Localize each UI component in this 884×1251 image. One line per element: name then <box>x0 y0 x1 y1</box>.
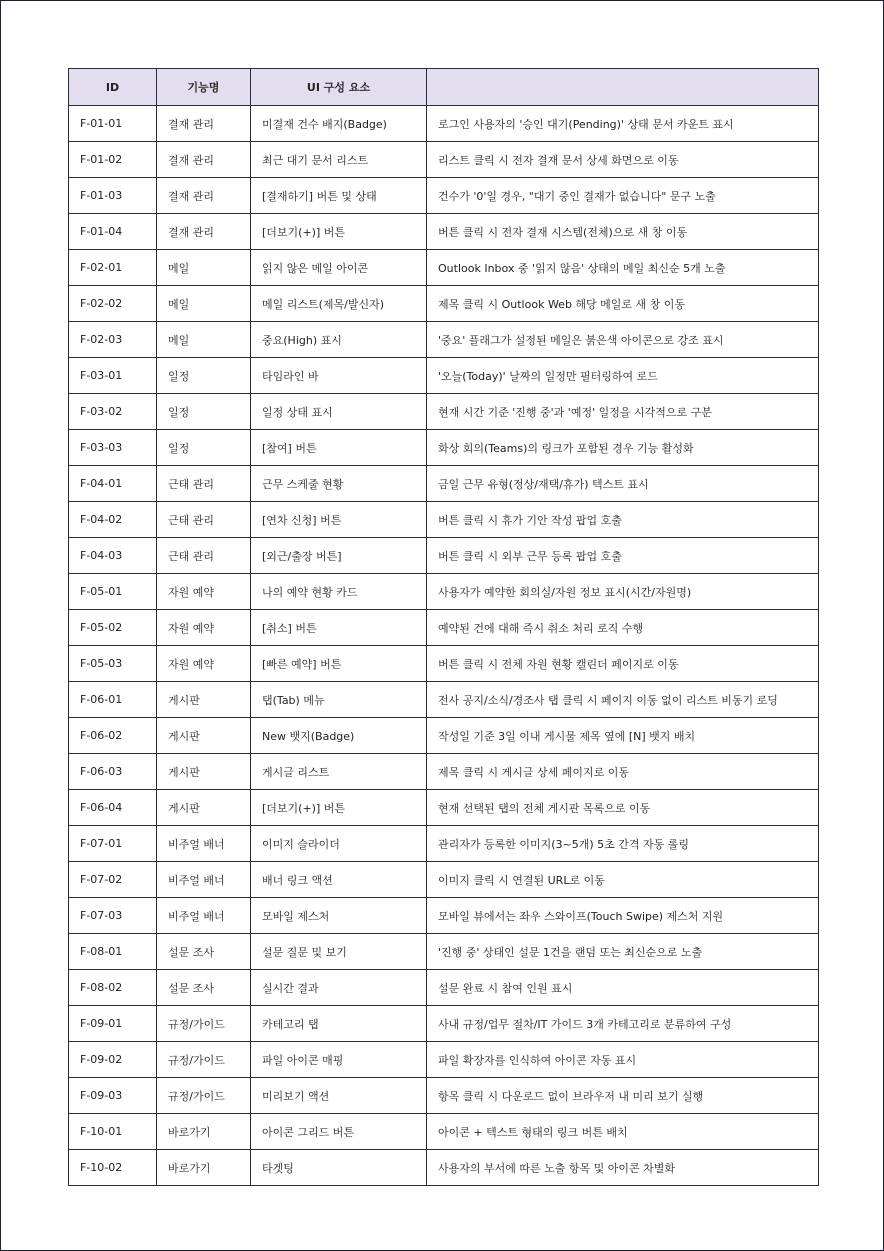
cell-description: 버튼 클릭 시 휴가 기안 작성 팝업 호출 <box>427 502 819 538</box>
cell-feature-name: 자원 예약 <box>157 646 251 682</box>
cell-id: F-06-01 <box>69 682 157 718</box>
table-header-row <box>69 69 819 106</box>
cell-id: F-04-01 <box>69 466 157 502</box>
cell-feature-name: 자원 예약 <box>157 574 251 610</box>
cell-description: '오늘(Today)' 날짜의 일정만 필터링하여 로드 <box>427 358 819 394</box>
cell-id: F-06-03 <box>69 754 157 790</box>
cell-feature-name: 규정/가이드 <box>157 1078 251 1114</box>
cell-description: 파일 확장자를 인식하여 아이콘 자동 표시 <box>427 1042 819 1078</box>
cell-description: 아이콘 + 텍스트 형태의 링크 버튼 배치 <box>427 1114 819 1150</box>
cell-ui-component: 탭(Tab) 메뉴 <box>251 682 427 718</box>
cell-id: F-08-02 <box>69 970 157 1006</box>
cell-description: 사용자가 예약한 회의실/자원 정보 표시(시간/자원명) <box>427 574 819 610</box>
cell-feature-name: 일정 <box>157 358 251 394</box>
cell-ui-component: 중요(High) 표시 <box>251 322 427 358</box>
cell-ui-component: [더보기(+)] 버튼 <box>251 214 427 250</box>
cell-id: F-01-04 <box>69 214 157 250</box>
cell-id: F-05-01 <box>69 574 157 610</box>
cell-id: F-01-03 <box>69 178 157 214</box>
cell-ui-component: 미결재 건수 배지(Badge) <box>251 106 427 142</box>
cell-id: F-01-01 <box>69 106 157 142</box>
cell-description: '진행 중' 상태인 설문 1건을 랜덤 또는 최신순으로 노출 <box>427 934 819 970</box>
cell-description: 현재 선택된 탭의 전체 게시판 목록으로 이동 <box>427 790 819 826</box>
table-row <box>69 394 819 430</box>
cell-feature-name: 설문 조사 <box>157 934 251 970</box>
cell-feature-name: 비주얼 배너 <box>157 862 251 898</box>
cell-ui-component: 최근 대기 문서 리스트 <box>251 142 427 178</box>
cell-description: 전사 공지/소식/경조사 탭 클릭 시 페이지 이동 없이 리스트 비동기 로딩 <box>427 682 819 718</box>
cell-description: 제목 클릭 시 Outlook Web 해당 메일로 새 창 이동 <box>427 286 819 322</box>
cell-description: 버튼 클릭 시 전체 자원 현황 캘린더 페이지로 이동 <box>427 646 819 682</box>
table-row <box>69 358 819 394</box>
cell-ui-component: 나의 예약 현황 카드 <box>251 574 427 610</box>
cell-description: 리스트 클릭 시 전자 결재 문서 상세 화면으로 이동 <box>427 142 819 178</box>
cell-id: F-06-04 <box>69 790 157 826</box>
cell-id: F-10-01 <box>69 1114 157 1150</box>
table-body <box>69 106 819 1186</box>
cell-id: F-03-01 <box>69 358 157 394</box>
cell-id: F-08-01 <box>69 934 157 970</box>
table-row <box>69 682 819 718</box>
table-row <box>69 1042 819 1078</box>
cell-ui-component: 카테고리 탭 <box>251 1006 427 1042</box>
cell-description: 설문 완료 시 참여 인원 표시 <box>427 970 819 1006</box>
cell-ui-component: [더보기(+)] 버튼 <box>251 790 427 826</box>
cell-ui-component: 미리보기 액션 <box>251 1078 427 1114</box>
table-row <box>69 646 819 682</box>
cell-feature-name: 메일 <box>157 286 251 322</box>
header-description <box>427 69 819 106</box>
cell-ui-component: 파일 아이콘 매핑 <box>251 1042 427 1078</box>
table-row <box>69 754 819 790</box>
cell-description: 모바일 뷰에서는 좌우 스와이프(Touch Swipe) 제스처 지원 <box>427 898 819 934</box>
cell-ui-component: [빠른 예약] 버튼 <box>251 646 427 682</box>
cell-feature-name: 자원 예약 <box>157 610 251 646</box>
cell-description: 금일 근무 유형(정상/재택/휴가) 텍스트 표시 <box>427 466 819 502</box>
cell-feature-name: 바로가기 <box>157 1150 251 1186</box>
cell-description: 버튼 클릭 시 외부 근무 등록 팝업 호출 <box>427 538 819 574</box>
cell-feature-name: 메일 <box>157 322 251 358</box>
table-row <box>69 214 819 250</box>
cell-description: 작성일 기준 3일 이내 게시물 제목 옆에 [N] 뱃지 배치 <box>427 718 819 754</box>
cell-id: F-03-03 <box>69 430 157 466</box>
header-id: ID <box>69 69 157 106</box>
cell-id: F-04-03 <box>69 538 157 574</box>
cell-feature-name: 근태 관리 <box>157 502 251 538</box>
cell-feature-name: 근태 관리 <box>157 466 251 502</box>
cell-ui-component: 타겟팅 <box>251 1150 427 1186</box>
cell-feature-name: 결재 관리 <box>157 106 251 142</box>
cell-feature-name: 일정 <box>157 430 251 466</box>
table-row <box>69 790 819 826</box>
table-row <box>69 142 819 178</box>
cell-description: 화상 회의(Teams)의 링크가 포함된 경우 기능 활성화 <box>427 430 819 466</box>
cell-description: 항목 클릭 시 다운로드 없이 브라우저 내 미리 보기 실행 <box>427 1078 819 1114</box>
table-row <box>69 178 819 214</box>
cell-id: F-05-02 <box>69 610 157 646</box>
table-row <box>69 610 819 646</box>
cell-ui-component: [취소] 버튼 <box>251 610 427 646</box>
table-row <box>69 970 819 1006</box>
table-row <box>69 250 819 286</box>
cell-id: F-02-03 <box>69 322 157 358</box>
cell-feature-name: 게시판 <box>157 790 251 826</box>
table-row <box>69 430 819 466</box>
cell-ui-component: [참여] 버튼 <box>251 430 427 466</box>
feature-spec-table <box>68 68 819 1186</box>
table-row <box>69 502 819 538</box>
cell-description: 관리자가 등록한 이미지(3~5개) 5초 간격 자동 롤링 <box>427 826 819 862</box>
cell-description: Outlook Inbox 중 '읽지 않음' 상태의 메일 최신순 5개 노출 <box>427 250 819 286</box>
cell-feature-name: 규정/가이드 <box>157 1042 251 1078</box>
cell-id: F-02-01 <box>69 250 157 286</box>
cell-feature-name: 게시판 <box>157 718 251 754</box>
cell-id: F-10-02 <box>69 1150 157 1186</box>
table-row <box>69 1114 819 1150</box>
cell-description: 이미지 클릭 시 연결된 URL로 이동 <box>427 862 819 898</box>
cell-description: 버튼 클릭 시 전자 결재 시스템(전체)으로 새 창 이동 <box>427 214 819 250</box>
cell-ui-component: 근무 스케줄 현황 <box>251 466 427 502</box>
cell-ui-component: New 뱃지(Badge) <box>251 718 427 754</box>
table-row <box>69 538 819 574</box>
table-row <box>69 322 819 358</box>
cell-feature-name: 바로가기 <box>157 1114 251 1150</box>
cell-ui-component: 설문 질문 및 보기 <box>251 934 427 970</box>
cell-description: 건수가 '0'일 경우, "대기 중인 결재가 없습니다" 문구 노출 <box>427 178 819 214</box>
cell-id: F-06-02 <box>69 718 157 754</box>
cell-ui-component: [결재하기] 버튼 및 상태 <box>251 178 427 214</box>
cell-description: 사용자의 부서에 따른 노출 항목 및 아이콘 차별화 <box>427 1150 819 1186</box>
cell-description: 로그인 사용자의 '승인 대기(Pending)' 상태 문서 카운트 표시 <box>427 106 819 142</box>
table-row <box>69 826 819 862</box>
cell-ui-component: 타임라인 바 <box>251 358 427 394</box>
cell-description: '중요' 플래그가 설정된 메일은 붉은색 아이콘으로 강조 표시 <box>427 322 819 358</box>
cell-id: F-03-02 <box>69 394 157 430</box>
cell-ui-component: [외근/출장 버튼] <box>251 538 427 574</box>
cell-feature-name: 설문 조사 <box>157 970 251 1006</box>
cell-id: F-09-01 <box>69 1006 157 1042</box>
cell-id: F-07-01 <box>69 826 157 862</box>
cell-feature-name: 일정 <box>157 394 251 430</box>
table-row <box>69 1006 819 1042</box>
header-feature-name: 기능명 <box>157 69 251 106</box>
cell-feature-name: 결재 관리 <box>157 214 251 250</box>
cell-ui-component: 일정 상태 표시 <box>251 394 427 430</box>
cell-description: 제목 클릭 시 게시글 상세 페이지로 이동 <box>427 754 819 790</box>
cell-id: F-05-03 <box>69 646 157 682</box>
cell-id: F-02-02 <box>69 286 157 322</box>
cell-description: 현재 시간 기준 '진행 중'과 '예정' 일정을 시각적으로 구분 <box>427 394 819 430</box>
table-row <box>69 718 819 754</box>
cell-ui-component: 배너 링크 액션 <box>251 862 427 898</box>
header-ui-component: UI 구성 요소 <box>251 69 427 106</box>
cell-description: 예약된 건에 대해 즉시 취소 처리 로직 수행 <box>427 610 819 646</box>
cell-ui-component: 이미지 슬라이더 <box>251 826 427 862</box>
cell-ui-component: 모바일 제스처 <box>251 898 427 934</box>
cell-ui-component: 게시글 리스트 <box>251 754 427 790</box>
cell-feature-name: 메일 <box>157 250 251 286</box>
table-row <box>69 1078 819 1114</box>
cell-id: F-09-02 <box>69 1042 157 1078</box>
cell-feature-name: 게시판 <box>157 754 251 790</box>
cell-feature-name: 비주얼 배너 <box>157 898 251 934</box>
cell-feature-name: 비주얼 배너 <box>157 826 251 862</box>
table-row <box>69 286 819 322</box>
cell-feature-name: 게시판 <box>157 682 251 718</box>
cell-feature-name: 규정/가이드 <box>157 1006 251 1042</box>
cell-id: F-04-02 <box>69 502 157 538</box>
table-row <box>69 898 819 934</box>
cell-ui-component: 메일 리스트(제목/발신자) <box>251 286 427 322</box>
table-row <box>69 862 819 898</box>
table-row <box>69 934 819 970</box>
table-row <box>69 574 819 610</box>
cell-id: F-07-03 <box>69 898 157 934</box>
cell-id: F-01-02 <box>69 142 157 178</box>
cell-feature-name: 결재 관리 <box>157 178 251 214</box>
cell-ui-component: [연차 신청] 버튼 <box>251 502 427 538</box>
table-row <box>69 106 819 142</box>
cell-id: F-07-02 <box>69 862 157 898</box>
table-row <box>69 1150 819 1186</box>
cell-id: F-09-03 <box>69 1078 157 1114</box>
cell-ui-component: 아이콘 그리드 버튼 <box>251 1114 427 1150</box>
table-row <box>69 466 819 502</box>
cell-ui-component: 실시간 결과 <box>251 970 427 1006</box>
cell-feature-name: 근태 관리 <box>157 538 251 574</box>
cell-feature-name: 결재 관리 <box>157 142 251 178</box>
cell-description: 사내 규정/업무 절차/IT 가이드 3개 카테고리로 분류하여 구성 <box>427 1006 819 1042</box>
cell-ui-component: 읽지 않은 메일 아이콘 <box>251 250 427 286</box>
